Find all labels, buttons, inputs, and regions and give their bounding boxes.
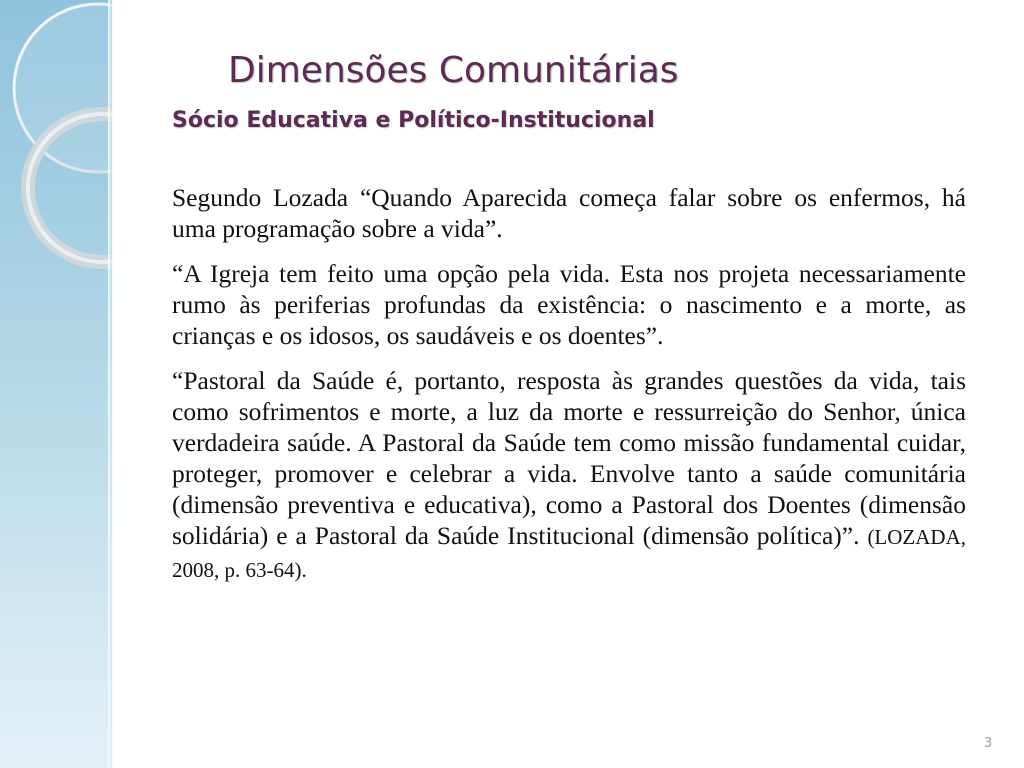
sidebar-edge xyxy=(108,0,114,768)
slide-subtitle: Sócio Educativa e Político-Institucional xyxy=(172,108,655,133)
paragraph-1: Segundo Lozada “Quando Aparecida começa falar sobre os enfermos, há uma programação sobre a vida”. xyxy=(172,183,966,243)
decorative-rings-icon xyxy=(0,0,112,768)
paragraph-2: “A Igreja tem feito uma opção pela vida. Esta nos projeta necessariamente rumo às periferias profundas da existência: o nascimento e a morte, as crianças e os idosos, os saudáveis e os doentes”. xyxy=(172,259,966,350)
decorative-sidebar xyxy=(0,0,112,768)
body-content xyxy=(172,182,966,600)
page-number: 3 xyxy=(984,736,993,751)
paragraph-3-text: “Pastoral da Saúde é, portanto, resposta às grandes questões da vida, tais como sofrimentos e morte, a luz da morte e ressurreição do Senhor, única verdadeira saúde. A Pastoral da Saúde tem como missão fundamental cuidar, proteger, promover e celebrar a vida. Envolve tanto a saúde comunitária (dimensão preventiva e educativa), como a Pastoral dos Doentes (dimensão solidária) e a Pastoral da Saúde Institucional (dimensão política)”. xyxy=(172,366,966,550)
paragraph-3 xyxy=(172,365,966,586)
citation: (LOZADA, 2008, p. 63-64). xyxy=(172,525,966,582)
ring-top xyxy=(14,4,112,172)
slide-title: Dimensões Comunitárias xyxy=(228,50,679,91)
